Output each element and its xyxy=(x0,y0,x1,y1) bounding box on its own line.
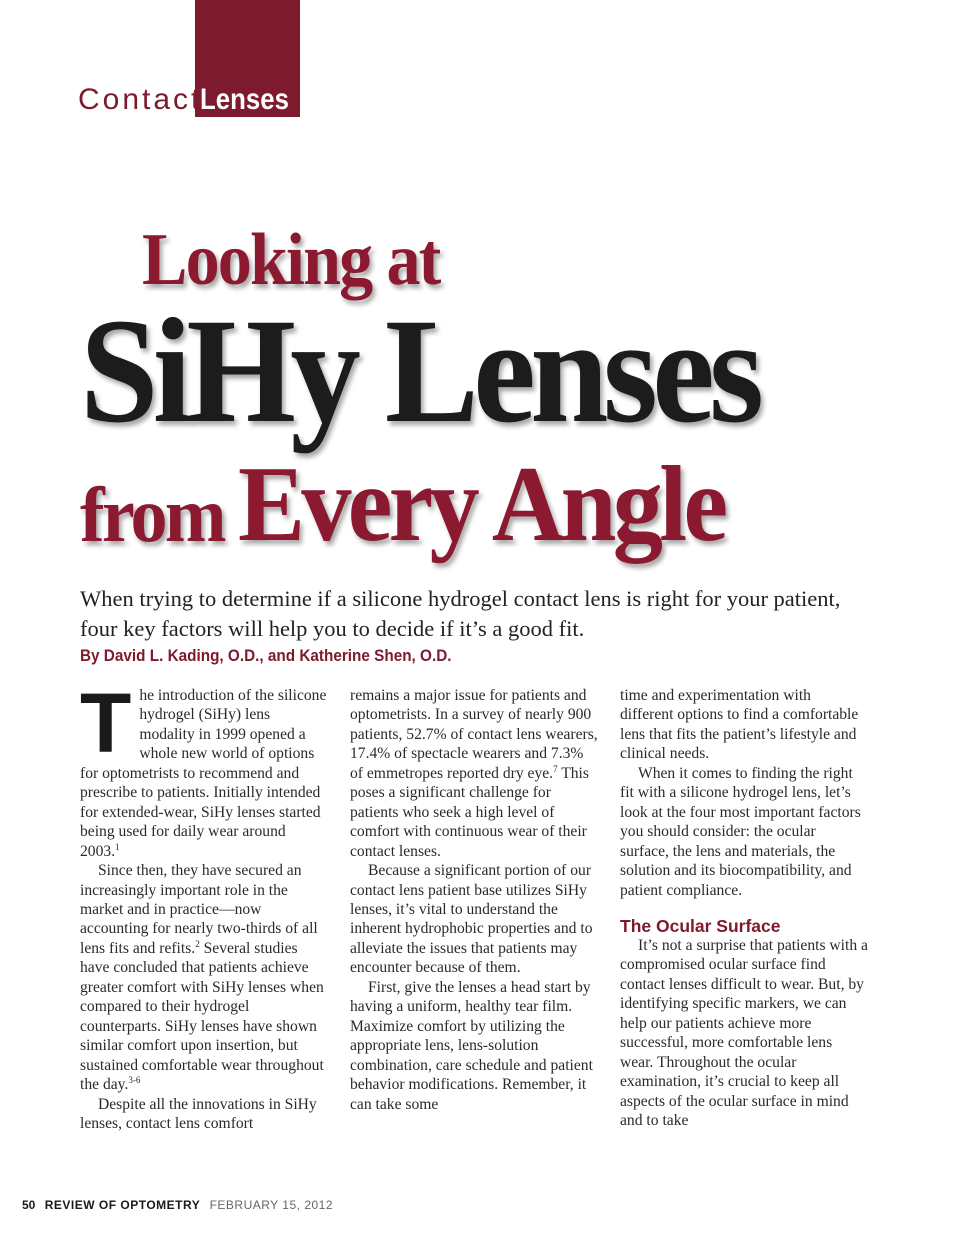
paragraph: First, give the lenses a head start by having a uniform, healthy tear film. Maximize comfort by utilizing the appropriate lens, lens-solution combination, care schedule and patient behavior modifications. Remember, it can take some xyxy=(350,978,593,1113)
body-column-3 xyxy=(620,686,868,1131)
paragraph-text: remains a major issue for patients and optometrists. In a survey of nearly 900 patients, 52.7% of contact lens wearers, 17.4% of spectacle wearers and 7.3% of emmetropes reported dry eye. xyxy=(350,687,598,782)
paragraph: It’s not a surprise that patients with a compromised ocular surface find contact lenses difficult to wear. But, by identifying specific markers, we can help our patients achieve more successful, more comfortable lens wear. Throughout the ocular examination, it’s crucial to keep all aspects of the ocular surface in mind and to take xyxy=(620,936,868,1130)
issue-date: FEBRUARY 15, 2012 xyxy=(209,1198,334,1212)
footnote-ref: 3-6 xyxy=(128,1074,141,1085)
footnote-ref: 7 xyxy=(553,763,558,774)
section-label xyxy=(78,80,289,120)
section-subhead: The Ocular Surface xyxy=(620,915,781,936)
paragraph: When it comes to finding the right fit with a silicone hydrogel lens, let’s look at the four most important factors you should consider: the ocular surface, the lens and materials, the solution and its biocompatibility, and patient compliance. xyxy=(620,764,861,899)
paragraph: Despite all the innovations in SiHy lenses, contact lens comfort xyxy=(80,1095,317,1132)
drop-cap: T xyxy=(80,676,132,770)
section-label-light: Contact xyxy=(78,83,203,116)
paragraph xyxy=(80,861,328,1094)
paragraph: Because a significant portion of our contact lens patient base utilizes SiHy lenses, it’s vital to understand the inherent hydrophobic properties and to alleviate the issues that patients may encounter because of them. xyxy=(350,862,593,977)
section-label-bold: Lenses xyxy=(200,83,289,116)
headline-line-3-main: Every Angle xyxy=(238,445,725,564)
paragraph: time and experimentation with different options to find a comfortable lens that fits the patient’s lifestyle and clinical needs. xyxy=(620,687,859,763)
body-column-1 xyxy=(80,676,328,1133)
footnote-ref: 1 xyxy=(115,841,120,852)
headline-line-2: SiHy Lenses xyxy=(80,288,759,454)
page-number: 50 xyxy=(22,1198,36,1212)
headline-line-1: Looking at xyxy=(142,219,440,301)
paragraph xyxy=(80,676,328,861)
paragraph-text: he introduction of the silicone hydrogel (SiHy) lens modality in 1999 opened a whole new world of options for optometrists to recommend and prescribe to patients. Initially intended for extended-wear, SiHy lenses started being used for daily wear around 2003. xyxy=(80,687,327,860)
magazine-name: REVIEW OF OPTOMETRY xyxy=(44,1198,201,1212)
paragraph-text: Since then, they have secured an increasingly important role in the market and in practice—now accounting for nearly two-thirds of all lens fits and refits. xyxy=(80,862,318,957)
footnote-ref: 2 xyxy=(195,938,200,949)
headline-line-3-from: from xyxy=(80,471,224,558)
paragraph-text: This poses a significant challenge for patients who seek a high level of comfort with continuous wear of their contact lenses. xyxy=(350,764,589,860)
body-column-2 xyxy=(350,686,598,1114)
article-deck: When trying to determine if a silicone hydrogel contact lens is right for your patient, four key factors will help you to decide if it’s a good fit. xyxy=(80,586,841,641)
page-footer xyxy=(22,1198,333,1212)
article-byline: By David L. Kading, O.D., and Katherine Shen, O.D. xyxy=(80,646,452,665)
paragraph-text: Several studies have concluded that patients achieve greater comfort with SiHy lenses when compared to their hydrogel counterparts. SiHy lenses have shown similar comfort upon insertion, but sustained comfortable wear throughout the day. xyxy=(80,939,324,1094)
paragraph xyxy=(350,686,598,861)
